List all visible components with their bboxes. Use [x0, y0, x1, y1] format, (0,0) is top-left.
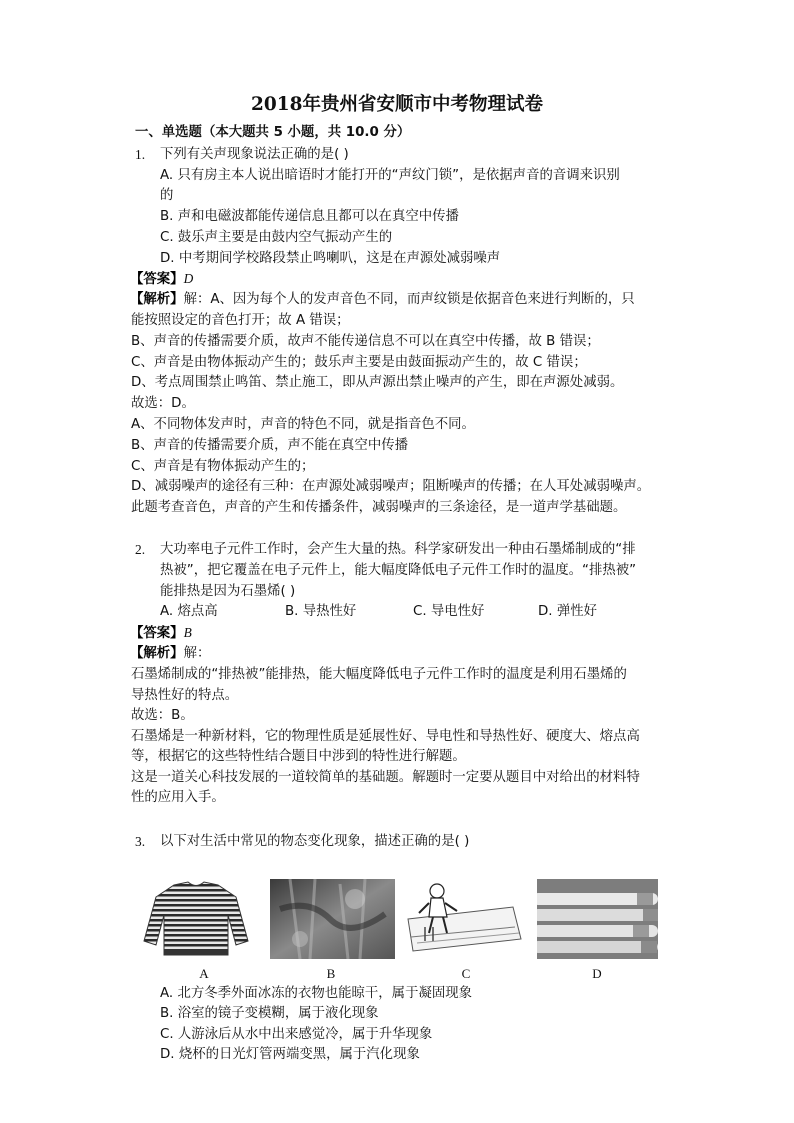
analysis-tag: 【解析】: [130, 292, 184, 307]
q3-option-c: C. 人游泳后从水中出来感觉冷，属于升华现象: [160, 1027, 433, 1042]
swimmer-image: [403, 879, 523, 959]
q2-analysis-line: 这是一道关心科技发展的一道较简单的基础题。解题时一定要从题目中对给出的材料特: [131, 769, 640, 785]
q2-option-d: D. 弹性好: [538, 604, 597, 619]
q3-number: 3.: [135, 834, 146, 849]
answer-tag: 【答案】: [130, 272, 184, 287]
q2-option-c: C. 导电性好: [413, 604, 485, 619]
q2-analysis-line: 石墨烯制成的“排热被”能排热，能大幅度降低电子元件工作时的温度是利用石墨烯的: [131, 667, 627, 682]
fogged-mirror-image: [270, 879, 395, 959]
q2-number: 2.: [135, 542, 146, 557]
caption-d: D: [592, 966, 602, 981]
q1-analysis-line: C、声音是有物体振动产生的；: [131, 458, 315, 474]
q1-analysis-line: 此题考查音色，声音的产生和传播条件，减弱噪声的三条途径，是一道声学基础题。: [131, 500, 627, 516]
section-heading: 一、单选题（本大题共 5 小题，共 10.0 分）: [135, 125, 411, 140]
analysis-tag-2: 【解析】: [130, 646, 184, 661]
q3-stem: 以下对生活中常见的物态变化现象，描述正确的是( ): [160, 834, 470, 849]
q1-answer: D: [183, 271, 194, 286]
q1-analysis-line: C、声音是由物体振动产生的；鼓乐声主要是由鼓面振动产生的，故 C 错误；: [131, 354, 587, 370]
q1-stem: 下列有关声现象说法正确的是( ): [160, 147, 349, 162]
q2-option-a: A. 熔点高: [160, 604, 218, 619]
q1-option-d: D. 中考期间学校路段禁止鸣喇叭，这是在声源处减弱噪声: [160, 251, 501, 266]
q1-analysis-first: [130, 291, 635, 309]
q1-analysis-line: D、减弱噪声的途径有三种：在声源处减弱噪声；阻断噪声的传播；在人耳处减弱噪声。: [131, 479, 651, 495]
q2-analysis-line: 石墨烯是一种新材料，它的物理性质是延展性好、导电性和导热性好、硬度大、熔点高: [131, 728, 640, 744]
q2-analysis-line: 等，根据它的这些特性结合题目中涉到的特性进行解题。: [131, 749, 466, 764]
q2-analysis-text: 解：: [183, 646, 211, 661]
page-title: 2018年贵州省安顺市中考物理试卷: [251, 94, 543, 115]
q3-option-b: B. 浴室的镜子变模糊，属于液化现象: [160, 1006, 379, 1021]
q2-stem-1: 大功率电子元件工作时，会产生大量的热。科学家研发出一种由石墨烯制成的“排: [160, 542, 636, 557]
q3-option-d: D. 烧杯的日光灯管两端变黑，属于汽化现象: [160, 1047, 420, 1062]
q2-analysis-line: 导热性好的特点。: [131, 687, 239, 703]
q1-answer-line: [130, 270, 193, 289]
q2-option-b: B. 导热性好: [285, 604, 357, 619]
q2-analysis-line: 故选：B。: [131, 708, 194, 723]
caption-c: C: [461, 966, 471, 981]
q1-option-a: A. 只有房主本人说出暗语时才能打开的“声纹门锁”，是依据声音的音调来识别: [160, 168, 620, 183]
q1-analysis-line: 能按照设定的音色打开；故 A 错误；: [131, 313, 350, 328]
q2-analysis-first: [130, 645, 210, 663]
q1-option-c: C. 鼓乐声主要是由鼓内空气振动产生的: [160, 230, 393, 245]
caption-b: B: [326, 966, 336, 981]
q1-analysis-line: B、声音的传播需要介质，声不能在真空中传播: [131, 437, 408, 453]
q2-stem-2: 热被”，把它覆盖在电子元件上，能大幅度降低电子元件工作时的温度。“排热被”: [160, 563, 637, 578]
q2-answer: B: [183, 625, 192, 640]
q1-analysis-line: D、考点周围禁止鸣笛、禁止施工，即从声源出禁止噪声的产生，即在声源处减弱。: [131, 375, 624, 391]
q1-analysis-line: A、不同物体发声时，声音的特色不同，就是指音色不同。: [131, 417, 475, 432]
q1-option-a-cont: 的: [160, 188, 174, 203]
q2-answer-line: [130, 624, 192, 643]
q1-option-b: B. 声和电磁波都能传递信息且都可以在真空中传播: [160, 209, 459, 224]
answer-tag-2: 【答案】: [130, 626, 184, 641]
q2-stem-3: 能排热是因为石墨烯( ): [160, 584, 296, 599]
q3-option-a: A. 北方冬季外面冰冻的衣物也能晾干，属于凝固现象: [160, 986, 473, 1001]
q2-analysis-line: 性的应用入手。: [131, 790, 225, 805]
q1-analysis-line: B、声音的传播需要介质，故声不能传递信息不可以在真空中传播，故 B 错误；: [131, 333, 600, 349]
q1-analysis-text: 解：A、因为每个人的发声音色不同，而声纹锁是依据音色来进行判断的，只: [183, 292, 635, 307]
q1-number: 1.: [135, 147, 146, 162]
sweater-image: [136, 879, 256, 959]
fluorescent-tubes-image: [537, 879, 658, 959]
caption-a: A: [199, 966, 209, 981]
q1-analysis-line: 故选：D。: [131, 396, 195, 412]
